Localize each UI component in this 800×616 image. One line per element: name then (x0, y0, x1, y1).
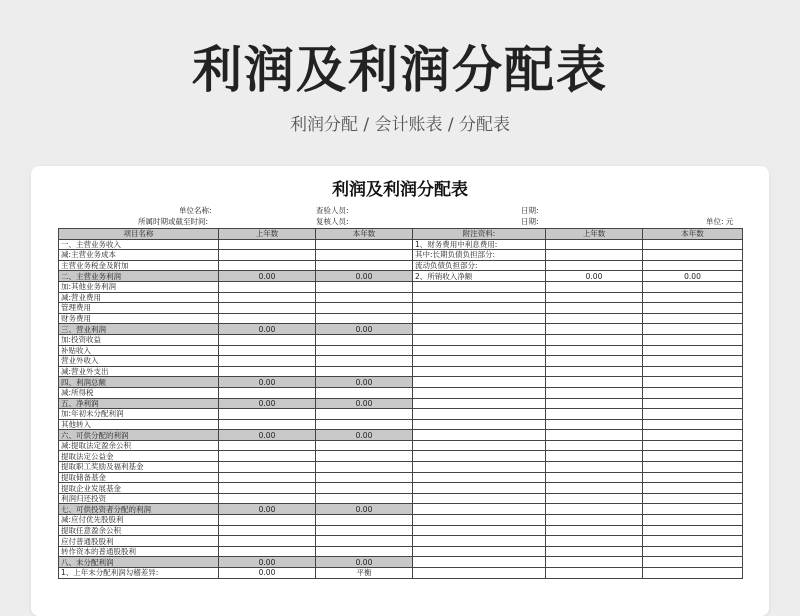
note-curr-cell (643, 356, 743, 367)
table-row (59, 557, 743, 568)
note-prev-cell (546, 366, 643, 377)
prev-year-cell (219, 387, 316, 398)
prev-year-cell (219, 303, 316, 314)
column-header: 上年数 (546, 229, 643, 240)
note-name-cell (413, 419, 546, 430)
item-name-cell: 减:营业费用 (59, 292, 219, 303)
sheet-title: 利润及利润分配表 (332, 180, 468, 200)
note-name-cell (413, 493, 546, 504)
note-prev-cell (546, 250, 643, 261)
note-curr-cell (643, 525, 743, 536)
note-name-cell: 其中:长期负债负担部分: (413, 250, 546, 261)
table-row (59, 546, 743, 557)
item-name-cell: 加:投资收益 (59, 334, 219, 345)
note-curr-cell (643, 462, 743, 473)
table-row (59, 313, 743, 324)
item-name-cell: 补贴收入 (59, 345, 219, 356)
table-row (59, 377, 743, 388)
meta-unit-name: 单位名称: (179, 206, 212, 215)
prev-year-cell: 0.00 (219, 324, 316, 335)
curr-year-cell (316, 472, 413, 483)
prev-year-cell (219, 281, 316, 292)
note-curr-cell (643, 313, 743, 324)
note-prev-cell (546, 377, 643, 388)
prev-year-cell: 0.00 (219, 504, 316, 515)
curr-year-cell (316, 536, 413, 547)
curr-year-cell (316, 387, 413, 398)
prev-year-cell (219, 536, 316, 547)
note-prev-cell (546, 536, 643, 547)
note-name-cell (413, 303, 546, 314)
item-name-cell: 减:提取法定盈余公积 (59, 440, 219, 451)
table-header-row (59, 229, 743, 240)
note-prev-cell: 0.00 (546, 271, 643, 282)
note-curr-cell (643, 303, 743, 314)
curr-year-cell (316, 356, 413, 367)
note-curr-cell (643, 387, 743, 398)
note-prev-cell (546, 324, 643, 335)
prev-year-cell (219, 409, 316, 420)
note-curr-cell (643, 345, 743, 356)
meta-checker: 查验人员: (316, 206, 349, 215)
item-name-cell: 提取企业发展基金 (59, 483, 219, 494)
prev-year-cell (219, 419, 316, 430)
note-curr-cell (643, 430, 743, 441)
item-name-cell: 四、利润总额 (59, 377, 219, 388)
note-prev-cell (546, 493, 643, 504)
table-row (59, 356, 743, 367)
curr-year-cell: 0.00 (316, 398, 413, 409)
table-row (59, 451, 743, 462)
table-row (59, 398, 743, 409)
table-row (59, 525, 743, 536)
page-title: 利润及利润分配表 (192, 41, 608, 99)
item-name-cell: 主营业务税金及附加 (59, 260, 219, 271)
prev-year-cell (219, 451, 316, 462)
column-header: 本年数 (643, 229, 743, 240)
table-row (59, 430, 743, 441)
note-name-cell (413, 313, 546, 324)
note-name-cell (413, 430, 546, 441)
note-name-cell (413, 525, 546, 536)
table-row (59, 250, 743, 261)
curr-year-cell (316, 313, 413, 324)
note-prev-cell (546, 419, 643, 430)
column-header: 本年数 (316, 229, 413, 240)
meta-period: 所属时期或截至时间: (138, 217, 209, 226)
prev-year-cell: 0.00 (219, 377, 316, 388)
note-prev-cell (546, 568, 643, 579)
note-curr-cell (643, 334, 743, 345)
note-curr-cell (643, 292, 743, 303)
note-curr-cell (643, 239, 743, 250)
table-row (59, 334, 743, 345)
item-name-cell: 管理费用 (59, 303, 219, 314)
prev-year-cell: 0.00 (219, 568, 316, 579)
item-name-cell: 七、可供投资者分配的利润 (59, 504, 219, 515)
table-row (59, 493, 743, 504)
note-name-cell: 流动负债负担部分: (413, 260, 546, 271)
table-row (59, 366, 743, 377)
curr-year-cell (316, 409, 413, 420)
column-header: 上年数 (219, 229, 316, 240)
note-prev-cell (546, 345, 643, 356)
table-row (59, 324, 743, 335)
note-curr-cell (643, 260, 743, 271)
item-name-cell: 提取储备基金 (59, 472, 219, 483)
note-prev-cell (546, 281, 643, 292)
curr-year-cell (316, 462, 413, 473)
table-row (59, 260, 743, 271)
note-curr-cell (643, 472, 743, 483)
note-prev-cell (546, 430, 643, 441)
note-name-cell (413, 356, 546, 367)
prev-year-cell: 0.00 (219, 430, 316, 441)
note-curr-cell (643, 451, 743, 462)
note-name-cell (413, 546, 546, 557)
note-prev-cell (546, 472, 643, 483)
item-name-cell: 加:年初未分配利润 (59, 409, 219, 420)
note-name-cell (413, 472, 546, 483)
item-name-cell: 减:营业外支出 (59, 366, 219, 377)
curr-year-cell: 0.00 (316, 430, 413, 441)
prev-year-cell (219, 462, 316, 473)
prev-year-cell: 0.00 (219, 557, 316, 568)
note-curr-cell (643, 398, 743, 409)
curr-year-cell: 0.00 (316, 557, 413, 568)
note-curr-cell (643, 250, 743, 261)
curr-year-cell: 0.00 (316, 504, 413, 515)
note-curr-cell (643, 366, 743, 377)
meta-date-2: 日期: (521, 217, 539, 226)
item-name-cell: 二、主营业务利润 (59, 271, 219, 282)
page-subtitle: 利润分配 / 会计账表 / 分配表 (289, 115, 511, 135)
table-row (59, 409, 743, 420)
prev-year-cell (219, 493, 316, 504)
note-name-cell (413, 536, 546, 547)
note-curr-cell (643, 504, 743, 515)
prev-year-cell (219, 334, 316, 345)
curr-year-cell (316, 334, 413, 345)
note-name-cell (413, 334, 546, 345)
note-name-cell (413, 292, 546, 303)
prev-year-cell (219, 546, 316, 557)
curr-year-cell (316, 239, 413, 250)
note-name-cell (413, 324, 546, 335)
prev-year-cell (219, 313, 316, 324)
item-name-cell: 加:其他业务利润 (59, 281, 219, 292)
item-name-cell: 转作资本的普通股股利 (59, 546, 219, 557)
note-curr-cell (643, 568, 743, 579)
prev-year-cell (219, 366, 316, 377)
note-curr-cell (643, 281, 743, 292)
note-name-cell: 2、所销收入净额 (413, 271, 546, 282)
column-header: 项目名称 (59, 229, 219, 240)
item-name-cell: 减:主营业务成本 (59, 250, 219, 261)
prev-year-cell (219, 440, 316, 451)
prev-year-cell (219, 345, 316, 356)
curr-year-cell (316, 250, 413, 261)
item-name-cell: 提取任意盈余公积 (59, 525, 219, 536)
table-row (59, 345, 743, 356)
table-row (59, 292, 743, 303)
table-row (59, 462, 743, 473)
note-prev-cell (546, 525, 643, 536)
note-prev-cell (546, 546, 643, 557)
prev-year-cell (219, 292, 316, 303)
note-curr-cell (643, 493, 743, 504)
note-curr-cell (643, 557, 743, 568)
note-name-cell (413, 377, 546, 388)
curr-year-cell: 平衡 (316, 568, 413, 579)
table-row (59, 504, 743, 515)
table-row (59, 419, 743, 430)
profit-distribution-table (58, 228, 743, 579)
table-row (59, 440, 743, 451)
table-row (59, 239, 743, 250)
table-row (59, 271, 743, 282)
prev-year-cell (219, 515, 316, 526)
meta-date-1: 日期: (521, 206, 539, 215)
note-prev-cell (546, 356, 643, 367)
item-name-cell: 财务费用 (59, 313, 219, 324)
item-name-cell: 八、未分配利润 (59, 557, 219, 568)
note-prev-cell (546, 292, 643, 303)
note-prev-cell (546, 557, 643, 568)
note-name-cell (413, 568, 546, 579)
curr-year-cell (316, 493, 413, 504)
note-name-cell: 1、财务费用中利息费用: (413, 239, 546, 250)
column-header: 附注资料: (413, 229, 546, 240)
curr-year-cell (316, 515, 413, 526)
curr-year-cell (316, 345, 413, 356)
note-prev-cell (546, 451, 643, 462)
note-curr-cell (643, 409, 743, 420)
note-name-cell (413, 366, 546, 377)
item-name-cell: 三、营业利润 (59, 324, 219, 335)
prev-year-cell (219, 525, 316, 536)
note-prev-cell (546, 387, 643, 398)
table-row (59, 515, 743, 526)
note-curr-cell (643, 419, 743, 430)
table-row (59, 536, 743, 547)
item-name-cell: 利润归还投资 (59, 493, 219, 504)
note-prev-cell (546, 515, 643, 526)
note-curr-cell (643, 546, 743, 557)
note-name-cell (413, 345, 546, 356)
item-name-cell: 六、可供分配的利润 (59, 430, 219, 441)
item-name-cell: 五、净利润 (59, 398, 219, 409)
note-prev-cell (546, 334, 643, 345)
curr-year-cell (316, 546, 413, 557)
meta-reviewer: 复核人员: (316, 217, 349, 226)
prev-year-cell: 0.00 (219, 271, 316, 282)
curr-year-cell: 0.00 (316, 324, 413, 335)
note-curr-cell (643, 536, 743, 547)
note-prev-cell (546, 313, 643, 324)
item-name-cell: 减:所得税 (59, 387, 219, 398)
note-name-cell (413, 281, 546, 292)
note-prev-cell (546, 398, 643, 409)
note-curr-cell (643, 324, 743, 335)
table-row (59, 281, 743, 292)
prev-year-cell (219, 239, 316, 250)
curr-year-cell (316, 292, 413, 303)
note-name-cell (413, 504, 546, 515)
prev-year-cell (219, 483, 316, 494)
note-curr-cell: 0.00 (643, 271, 743, 282)
note-prev-cell (546, 483, 643, 494)
table-row (59, 472, 743, 483)
note-curr-cell (643, 483, 743, 494)
note-name-cell (413, 409, 546, 420)
note-name-cell (413, 451, 546, 462)
prev-year-cell (219, 260, 316, 271)
curr-year-cell: 0.00 (316, 271, 413, 282)
item-name-cell: 提取法定公益金 (59, 451, 219, 462)
table-row (59, 483, 743, 494)
table-row (59, 568, 743, 579)
note-prev-cell (546, 440, 643, 451)
prev-year-cell (219, 472, 316, 483)
curr-year-cell (316, 260, 413, 271)
note-prev-cell (546, 303, 643, 314)
note-name-cell (413, 398, 546, 409)
curr-year-cell (316, 419, 413, 430)
item-name-cell: 1、上年未分配利润勾稽差异: (59, 568, 219, 579)
curr-year-cell: 0.00 (316, 377, 413, 388)
note-curr-cell (643, 515, 743, 526)
table-row (59, 387, 743, 398)
note-name-cell (413, 462, 546, 473)
item-name-cell: 减:应付优先股股利 (59, 515, 219, 526)
note-name-cell (413, 557, 546, 568)
curr-year-cell (316, 281, 413, 292)
meta-unit: 单位: 元 (706, 217, 734, 226)
note-name-cell (413, 483, 546, 494)
note-name-cell (413, 440, 546, 451)
note-prev-cell (546, 260, 643, 271)
curr-year-cell (316, 483, 413, 494)
note-curr-cell (643, 440, 743, 451)
prev-year-cell: 0.00 (219, 398, 316, 409)
item-name-cell: 营业外收入 (59, 356, 219, 367)
note-name-cell (413, 387, 546, 398)
document-preview-card (31, 166, 769, 616)
curr-year-cell (316, 451, 413, 462)
note-curr-cell (643, 377, 743, 388)
curr-year-cell (316, 303, 413, 314)
curr-year-cell (316, 440, 413, 451)
item-name-cell: 一、主营业务收入 (59, 239, 219, 250)
note-prev-cell (546, 409, 643, 420)
item-name-cell: 其他转入 (59, 419, 219, 430)
note-name-cell (413, 515, 546, 526)
curr-year-cell (316, 366, 413, 377)
item-name-cell: 应付普通股股利 (59, 536, 219, 547)
note-prev-cell (546, 462, 643, 473)
curr-year-cell (316, 525, 413, 536)
note-prev-cell (546, 504, 643, 515)
prev-year-cell (219, 250, 316, 261)
prev-year-cell (219, 356, 316, 367)
note-prev-cell (546, 239, 643, 250)
item-name-cell: 提取职工奖励及福利基金 (59, 462, 219, 473)
table-row (59, 303, 743, 314)
